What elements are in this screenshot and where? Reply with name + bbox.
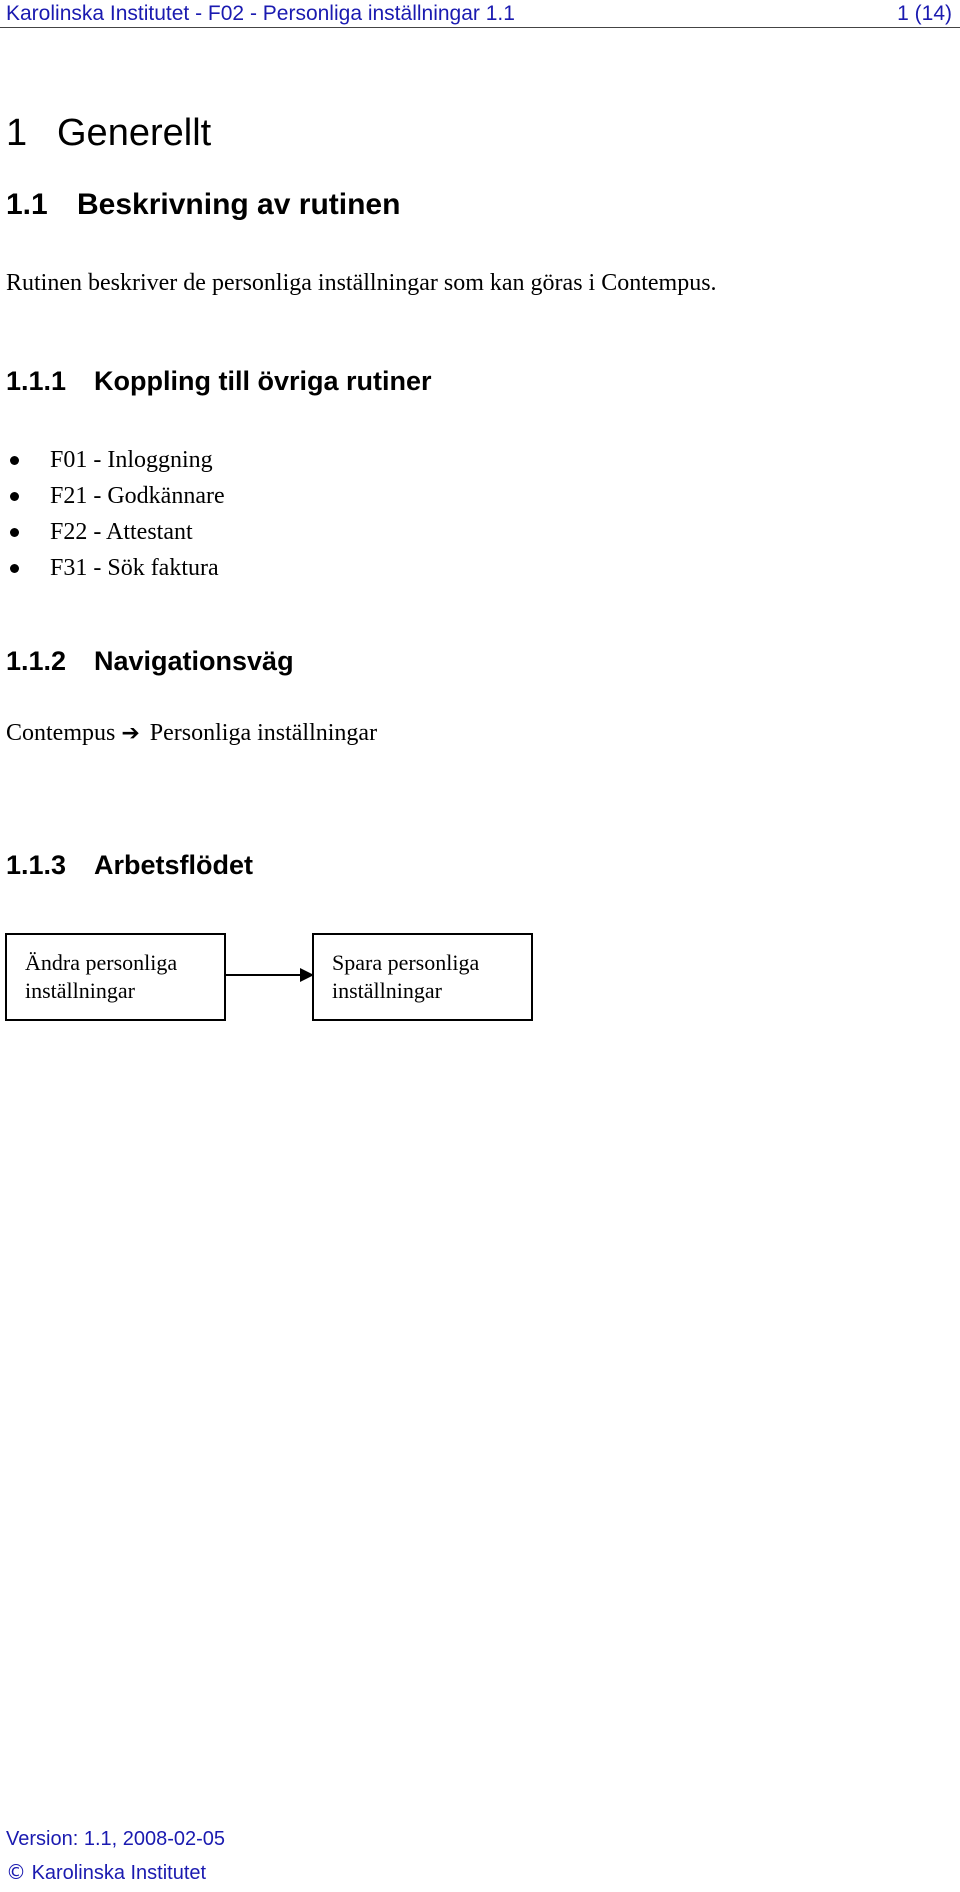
navigation-to: Personliga inställningar: [149, 720, 378, 746]
workflow-step-label: Spara personliga inställningar: [332, 950, 480, 1003]
workflow-step-label: Ändra personliga inställningar: [25, 950, 178, 1003]
subsection-number: 1.1: [6, 188, 48, 221]
list-item: [0, 442, 225, 478]
description-paragraph: Rutinen beskriver de personliga inställningar som kan göras i Contempus.: [6, 270, 717, 296]
navigation-number: 1.1.2: [6, 646, 67, 676]
section-heading: [6, 112, 211, 155]
list-item-label: F21 - Godkännare: [50, 483, 225, 509]
navigation-from: Contempus: [6, 720, 116, 746]
list-item: [0, 550, 225, 586]
section-number: 1: [6, 112, 28, 154]
arrow-right-icon: ➔: [121, 721, 140, 746]
copyright: [6, 1860, 206, 1885]
list-item-label: F01 - Inloggning: [50, 447, 213, 473]
list-item: [0, 514, 225, 550]
workflow-number: 1.1.3: [6, 850, 67, 880]
workflow-title: Arbetsflödet: [94, 850, 254, 880]
navigation-title: Navigationsväg: [94, 646, 294, 676]
navigation-heading: [6, 646, 294, 677]
coupling-title: Koppling till övriga rutiner: [94, 366, 432, 396]
workflow-heading: [6, 850, 253, 881]
bullet-icon: [10, 456, 19, 465]
list-item: [0, 478, 225, 514]
header-divider: [0, 27, 960, 28]
copyright-icon: ©: [6, 1860, 26, 1884]
list-item-label: F31 - Sök faktura: [50, 555, 219, 581]
workflow-step-box: [5, 933, 226, 1021]
workflow-step-box: [312, 933, 533, 1021]
header-title: Karolinska Institutet - F02 - Personliga inställningar 1.1: [6, 2, 515, 25]
subsection-title: Beskrivning av rutinen: [77, 188, 401, 221]
page-number: 1 (14): [897, 2, 952, 25]
related-routines-list: [0, 442, 225, 586]
version-info: Version: 1.1, 2008-02-05: [6, 1828, 226, 1850]
bullet-icon: [10, 528, 19, 537]
section-title: Generellt: [57, 112, 212, 154]
subsection-heading: [6, 188, 400, 222]
workflow-arrow-icon: [224, 960, 316, 990]
bullet-icon: [10, 564, 19, 573]
coupling-number: 1.1.1: [6, 366, 67, 396]
list-item-label: F22 - Attestant: [50, 519, 193, 545]
copyright-holder: Karolinska Institutet: [31, 1862, 207, 1884]
navigation-path: [6, 720, 377, 747]
coupling-heading: [6, 366, 432, 397]
bullet-icon: [10, 492, 19, 501]
